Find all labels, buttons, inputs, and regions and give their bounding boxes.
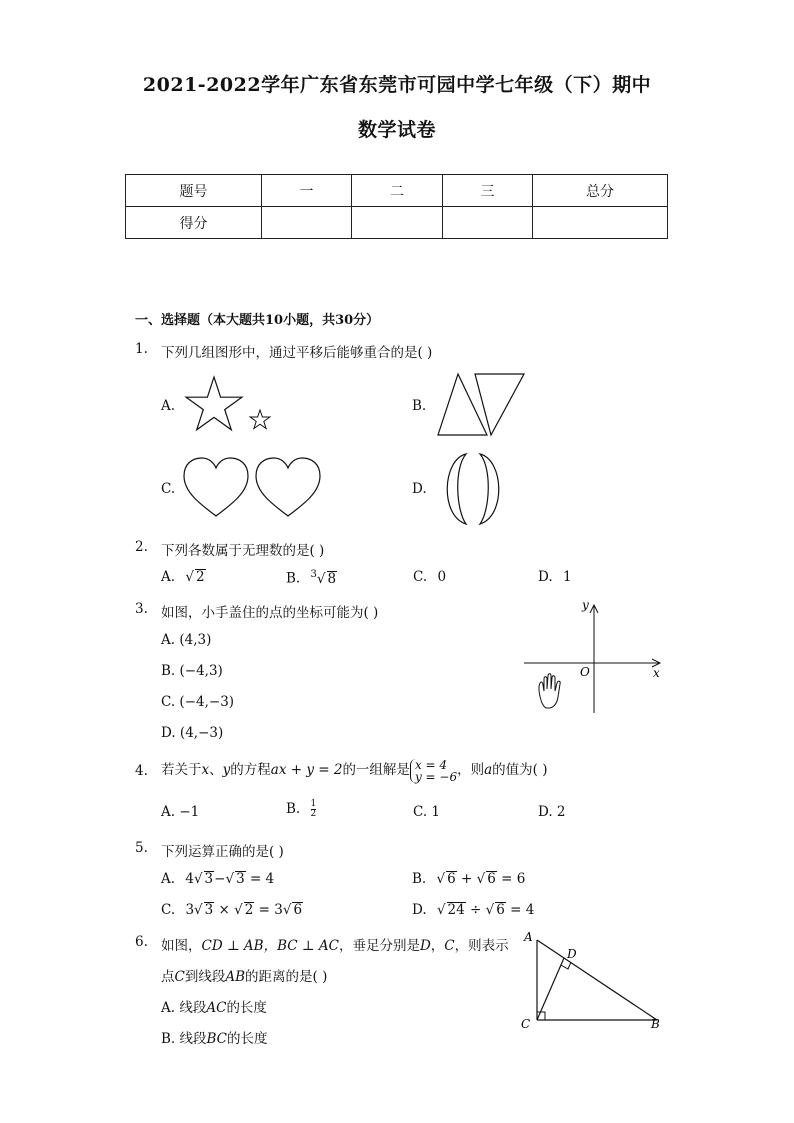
score-header-cell: 一	[262, 175, 352, 207]
coefficient: 3	[185, 902, 195, 918]
radicand: 6	[487, 871, 496, 887]
radicand: 8	[327, 570, 337, 587]
fraction-numerator: 1	[310, 799, 317, 809]
option-label: C.	[161, 902, 176, 918]
option-b: B. (−4,3)	[161, 663, 223, 679]
question-text	[161, 758, 547, 783]
q5-option-d: D. √ 24 ÷ √ 6 = 4	[412, 902, 535, 918]
option-c: C. (−4,−3)	[161, 694, 235, 710]
option-a	[161, 996, 267, 1016]
q2-option-c	[413, 569, 446, 585]
radicand: 6	[293, 902, 303, 918]
q5-option-a: A. 4√ 3−√ 3 = 4	[161, 871, 275, 887]
text-segment: 如图，	[161, 938, 202, 954]
text-segment: 的方程	[230, 762, 271, 778]
question-number: 4.	[135, 763, 148, 779]
score-header-cell: 二	[352, 175, 443, 207]
text-segment: ，	[430, 938, 445, 954]
operator: ÷	[470, 902, 482, 918]
text-segment: 若关于	[161, 762, 202, 778]
math-var: y	[222, 762, 231, 778]
system-line: x = 4	[414, 757, 448, 772]
option-b	[286, 800, 316, 819]
text-segment: 的值为( )	[492, 762, 548, 778]
coefficient: 4	[185, 871, 194, 887]
question-number: 2.	[135, 539, 148, 555]
radicand: 6	[496, 902, 505, 918]
q1-option-b-triangles	[432, 370, 532, 440]
score-cell[interactable]	[262, 207, 352, 239]
operator: +	[461, 871, 473, 887]
option-label: A.	[161, 871, 176, 887]
small-star-shape	[250, 410, 270, 429]
operator: −	[214, 871, 226, 887]
left-crescent-shape	[447, 454, 466, 524]
operator: ×	[218, 902, 230, 918]
option-b	[161, 1027, 268, 1047]
math-var: AB	[225, 969, 246, 985]
math-var: D	[419, 938, 431, 954]
option-label: D.	[412, 481, 427, 497]
option-label: C.	[413, 569, 428, 585]
question-text-line2	[161, 965, 327, 985]
question-text: 下列各数属于无理数的是( )	[161, 543, 325, 559]
option-d: D. (4,−3)	[161, 725, 224, 741]
q1-option-d-crescents	[436, 450, 516, 528]
vertex-label-d: D	[567, 947, 577, 961]
text-segment: 的距离的是( )	[245, 969, 328, 985]
radicand: 3	[204, 902, 214, 918]
option-label: D.	[412, 902, 427, 918]
page-title: 2021-2022学年广东省东莞市可园中学七年级（下）期中	[142, 74, 652, 96]
text-segment: 、	[209, 762, 223, 778]
radicand: 24	[447, 902, 465, 918]
result: = 6	[501, 871, 526, 887]
math-var: AC	[206, 1000, 227, 1016]
math-var: x	[201, 762, 210, 778]
fraction	[311, 800, 317, 819]
coefficient: 3	[274, 902, 283, 918]
text-segment: 到线段	[184, 969, 226, 985]
math-expression: CD ⊥ AB，BC ⊥ AC	[201, 938, 339, 954]
radicand: 3	[204, 871, 214, 887]
y-axis-label: y	[582, 598, 589, 612]
result: = 4	[249, 871, 275, 887]
radicand: 6	[447, 871, 456, 887]
question-text: 下列运算正确的是( )	[161, 844, 284, 860]
right-crescent-shape	[480, 454, 499, 524]
segment-cd	[537, 958, 564, 1020]
text-segment: 的一组解是	[342, 762, 410, 778]
text-segment: B. 线段	[161, 1031, 207, 1047]
root-index: 3	[310, 569, 317, 580]
score-table-header-row	[126, 175, 668, 207]
score-cell[interactable]	[352, 207, 443, 239]
question-text: 下列几组图形中，通过平移后能够重合的是( )	[161, 345, 433, 361]
option-label: D.	[538, 569, 553, 585]
option-label: C.	[161, 481, 176, 497]
q1-option-a-stars	[180, 372, 280, 440]
score-row-label: 得分	[126, 207, 262, 239]
score-cell[interactable]	[533, 207, 668, 239]
option-a: A. (4,3)	[161, 632, 212, 648]
right-angle-mark-d	[561, 962, 571, 969]
radicand: 2	[244, 902, 254, 918]
score-table	[125, 174, 668, 239]
result: = 4	[510, 902, 535, 918]
text-segment: 的长度	[227, 1031, 268, 1047]
score-cell[interactable]	[443, 207, 533, 239]
q2-option-b: B. $^3$√ 8	[286, 569, 337, 587]
math-var: BC	[206, 1031, 228, 1047]
question-number: 5.	[135, 840, 148, 856]
text-segment: 的长度	[226, 1000, 267, 1016]
option-label: B.	[412, 871, 427, 887]
radicand: 2	[195, 569, 205, 585]
option-value: 1	[562, 569, 572, 585]
origin-label: O	[580, 665, 590, 679]
text-segment: A. 线段	[161, 1000, 207, 1016]
question-number: 6.	[135, 934, 148, 950]
vertex-label-b: B	[651, 1017, 660, 1031]
q1-option-c-hearts	[180, 454, 330, 524]
q5-option-b: B. √ 6 + √ 6 = 6	[412, 871, 526, 887]
text-segment: ，则	[457, 762, 485, 778]
score-table-score-row	[126, 207, 668, 239]
q6-triangle-figure	[515, 928, 670, 1038]
system-line: y = −6	[414, 769, 458, 784]
text-segment: ，垂足分别是	[338, 938, 420, 954]
option-c: C. 1	[413, 804, 441, 820]
text-segment: ，则表示	[454, 938, 509, 954]
score-header-cell: 题号	[126, 175, 262, 207]
text-segment: 点	[161, 969, 175, 985]
heart-shape	[256, 458, 320, 516]
q3-coordinate-figure	[520, 595, 670, 720]
option-label: A.	[161, 398, 176, 414]
heart-shape	[184, 458, 248, 516]
option-label: B.	[412, 398, 427, 414]
vertex-label-c: C	[521, 1017, 531, 1031]
q2-option-d	[538, 569, 572, 585]
option-d: D. 2	[538, 804, 566, 820]
math-equation: ax + y = 2	[270, 762, 343, 778]
question-text: 如图，小手盖住的点的坐标可能为( )	[161, 605, 379, 621]
radicand: 3	[236, 871, 245, 887]
q5-option-c: C. 3√ 3 × √ 2 = 3√ 6	[161, 902, 303, 918]
page-subtitle: 数学试卷	[357, 119, 436, 141]
math-var: C	[444, 938, 455, 954]
question-number: 1.	[135, 341, 148, 357]
option-label: B.	[286, 570, 301, 587]
math-var: a	[484, 762, 493, 778]
option-a: A. −1	[161, 804, 200, 820]
operator: =	[258, 902, 270, 918]
q2-option-a: A. √ 2	[161, 569, 205, 585]
equation-system	[410, 759, 457, 783]
hand-icon	[539, 674, 560, 708]
option-label: B.	[286, 801, 301, 817]
x-axis-label: x	[653, 666, 660, 680]
question-text-line1	[161, 934, 509, 954]
question-number: 3.	[135, 601, 148, 617]
upward-triangle-shape	[438, 374, 487, 435]
vertex-label-a: A	[524, 930, 533, 944]
section-heading: 一、选择题（本大题共10小题，共30分）	[135, 313, 380, 328]
score-header-cell: 三	[443, 175, 533, 207]
fraction-denominator: 2	[310, 809, 317, 819]
large-star-shape	[186, 377, 242, 430]
option-value: 0	[437, 569, 447, 585]
math-var: C	[174, 969, 185, 985]
option-label: A.	[161, 569, 176, 585]
score-header-cell: 总分	[533, 175, 668, 207]
